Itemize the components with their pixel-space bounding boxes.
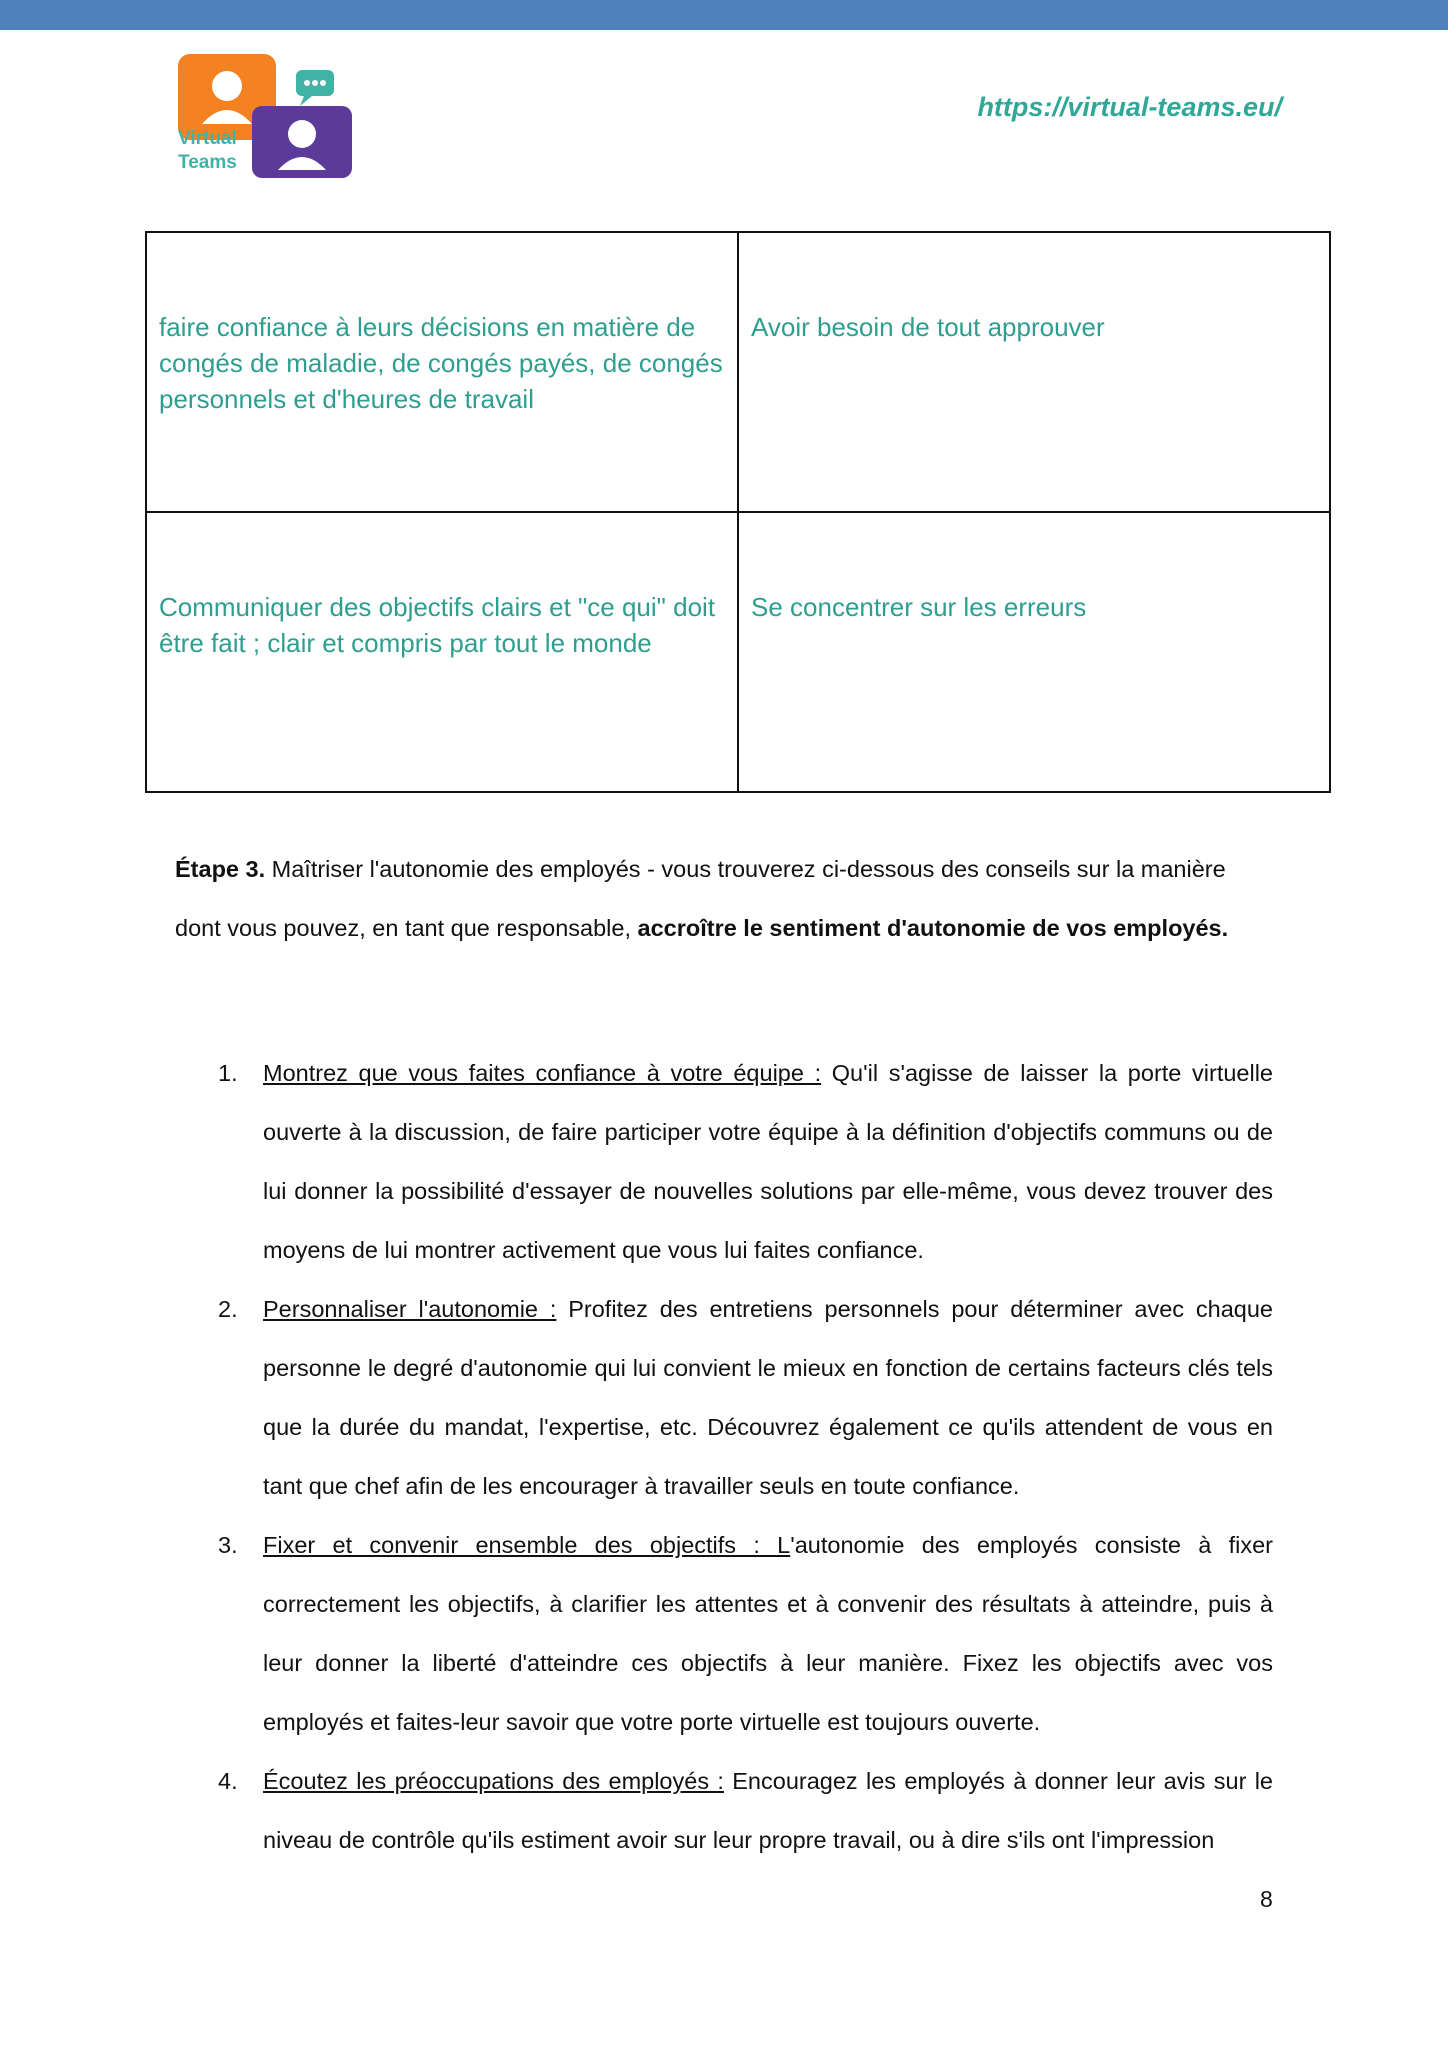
list-item	[175, 1044, 1273, 1280]
list-item	[175, 1516, 1273, 1752]
list-item	[175, 1280, 1273, 1516]
list-number: 3.	[218, 1532, 238, 1558]
table-cell-right: Se concentrer sur les erreurs	[738, 512, 1330, 792]
list-item-title: Montrez que vous faites confiance à votre équipe :	[263, 1060, 822, 1086]
list-item-text: Profitez des entretiens personnels pour déterminer avec chaque personne le degré d'autonomie qui lui convient le mieux en fonction de certains facteurs clés tels que la durée du mandat, l'expertise, etc. Découvrez également ce qu'ils attendent de vous en tant que chef afin de les encourager à travailler seuls en toute confiance.	[263, 1296, 1273, 1499]
list-item-text: Qu'il s'agisse de laisser la porte virtuelle ouverte à la discussion, de faire participer votre équipe à la définition d'objectifs communs ou de lui donner la possibilité d'essayer de nouvelles solutions par elle-même, vous devez trouver des moyens de lui montrer activement que vous lui faites confiance.	[263, 1060, 1273, 1263]
table-row	[146, 232, 1330, 512]
list-item-title: Écoutez les préoccupations des employés :	[263, 1768, 724, 1794]
logo-text-virtual: Virtual	[178, 128, 237, 149]
header-url: https://virtual-teams.eu/	[977, 92, 1282, 122]
list-item	[175, 1752, 1273, 1870]
top-accent-bar	[0, 0, 1448, 30]
tips-list	[175, 1044, 1273, 1870]
list-item-text: Encouragez les employés à donner leur avis sur le niveau de contrôle qu'ils estiment avoir sur leur propre travail, ou à dire s'ils ont l'impression	[263, 1768, 1273, 1853]
step-paragraph	[175, 840, 1275, 958]
step-emphasis: accroître le sentiment d'autonomie de vos employés.	[637, 915, 1229, 941]
list-item-title: Personnaliser l'autonomie :	[263, 1296, 557, 1322]
table-row	[146, 512, 1330, 792]
comparison-table	[145, 231, 1331, 793]
list-item-title: Fixer et convenir ensemble des objectifs : L	[263, 1532, 791, 1558]
virtual-teams-logo	[176, 52, 356, 182]
table-cell-left: faire confiance à leurs décisions en matière de congés de maladie, de congés payés, de congés personnels et d'heures de travail	[146, 232, 738, 512]
step-label: Étape 3.	[175, 856, 266, 882]
table-cell-right: Avoir besoin de tout approuver	[738, 232, 1330, 512]
table-cell-left: Communiquer des objectifs clairs et "ce qui" doit être fait ; clair et compris par tout le monde	[146, 512, 738, 792]
list-item-text: 'autonomie des employés consiste à fixer correctement les objectifs, à clarifier les attentes et à convenir des résultats à atteindre, puis à leur donner la liberté d'atteindre ces objectifs à leur manière. Fixez les objectifs avec vos employés et faites-leur savoir que votre porte virtuelle est toujours ouverte.	[263, 1532, 1273, 1735]
list-number: 1.	[218, 1060, 238, 1086]
list-number: 4.	[218, 1768, 238, 1794]
page-number: 8	[1260, 1886, 1273, 1912]
step-text: Maîtriser l'autonomie des employés - vous trouverez ci-dessous des conseils sur la manière dont vous pouvez, en tant que responsable,	[175, 856, 1226, 941]
list-number: 2.	[218, 1296, 238, 1322]
logo-text-teams: Teams	[178, 152, 237, 173]
